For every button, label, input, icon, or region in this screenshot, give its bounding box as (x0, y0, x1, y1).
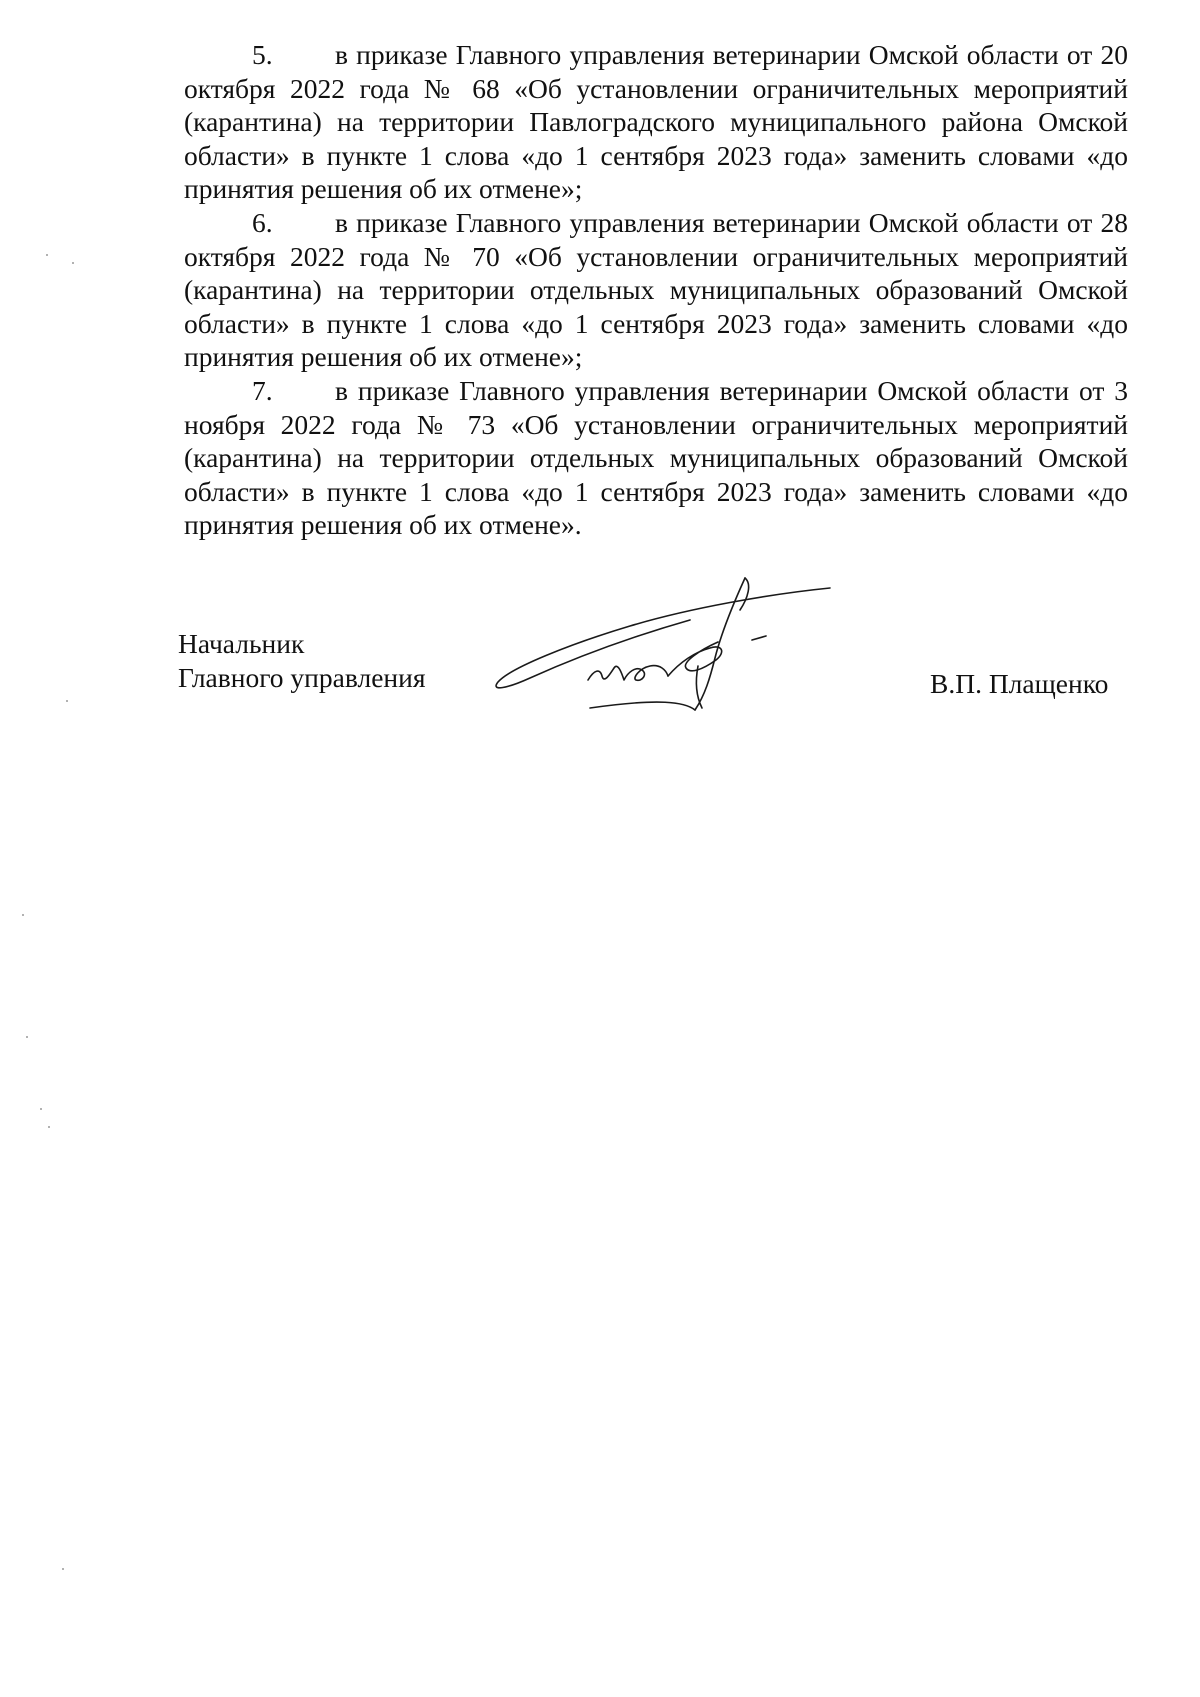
item-number: 6. (252, 206, 273, 238)
signatory-name: В.П. Плащенко (930, 668, 1109, 699)
position-line-2: Главного управления (178, 662, 426, 693)
scan-speck (62, 1568, 64, 1570)
scan-speck (26, 1036, 28, 1038)
scan-speck (72, 262, 74, 264)
handwritten-signature (490, 570, 840, 720)
scan-speck (48, 1126, 50, 1128)
item-number: 5. (252, 39, 273, 70)
item-text: в приказе Главного управления ветеринарии Омской области от 3 ноября 2022 года № 73 «Об установлении ограничительных мероприятий (карантина) на территории отдельных муниципальных образований Омской области» в пункте 1 слова «до 1 сентября 2023 года» заменить словами «до принятия решения об их отмене». (184, 374, 1128, 541)
item-text: в приказе Главного управления ветеринарии Омской области от 28 октября 2022 года № 70 «Об установлении ограничительных мероприятий (карантина) на территории отдельных муниципальных образований Омской области» в пункте 1 слова «до 1 сентября 2023 года» заменить словами «до принятия решения об их отмене»; (184, 206, 1128, 373)
signature-block (0, 0, 1200, 760)
scan-speck (22, 914, 24, 916)
scan-speck (66, 700, 68, 702)
item-text: в приказе Главного управления ветеринарии Омской области от 20 октября 2022 года № 68 «Об установлении ограничительных мероприятий (карантина) на территории Павлоградского муниципального района Омской области» в пункте 1 слова «до 1 сентября 2023 года» заменить словами «до принятия решения об их отмене»; (184, 39, 1128, 205)
position-line-1: Начальник (178, 628, 305, 659)
signatory-position (178, 627, 426, 695)
scan-speck (46, 254, 48, 256)
item-number: 7. (252, 374, 273, 406)
scan-speck (40, 1108, 42, 1110)
